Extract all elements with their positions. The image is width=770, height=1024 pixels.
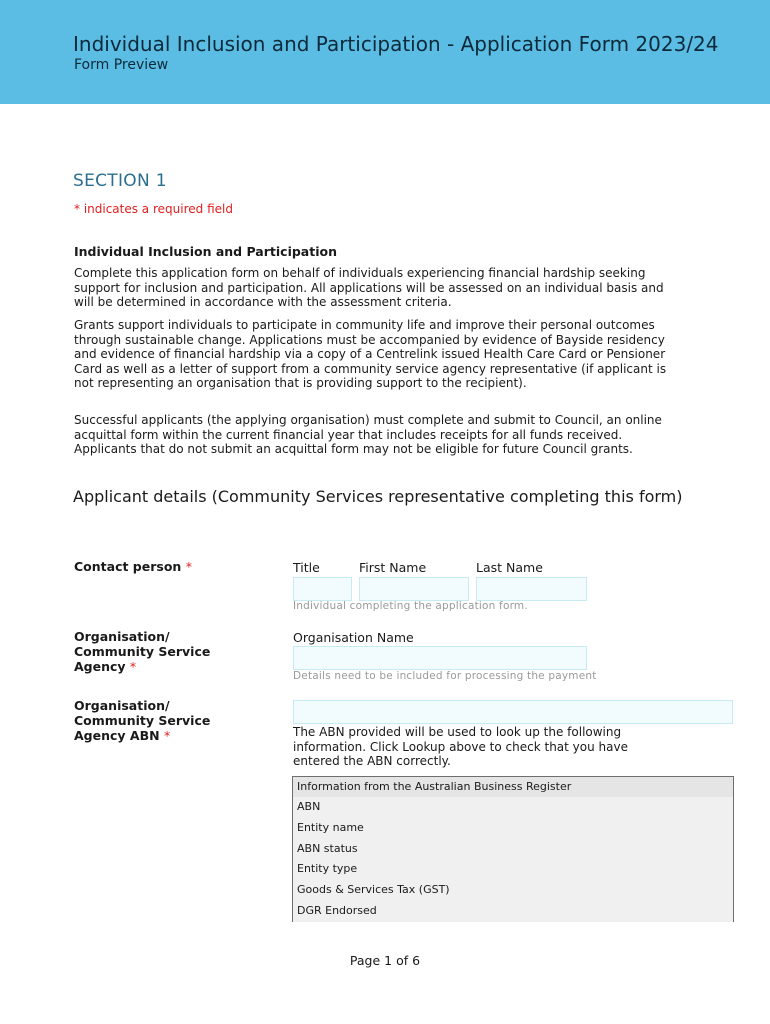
last-name-column-label: Last Name xyxy=(476,560,543,575)
page-number: Page 1 of 6 xyxy=(349,953,421,968)
required-marker: * xyxy=(163,727,171,743)
abr-row-dgr-endorsed: DGR Endorsed xyxy=(293,901,733,922)
first-name-column-label: First Name xyxy=(359,560,427,575)
abn-lookup-note: The ABN provided will be used to look up the following information. Click Lookup above to check that you have entered the ABN correctly. xyxy=(293,725,628,769)
title-column-label: Title xyxy=(293,560,320,575)
required-field-note: * indicates a required field xyxy=(74,202,233,216)
title-input[interactable] xyxy=(293,577,352,601)
required-marker: * xyxy=(185,559,192,574)
form-title: Individual Inclusion and Participation - Application Form 2023/24 xyxy=(73,32,719,56)
organisation-name-input[interactable] xyxy=(293,646,587,670)
organisation-hint: Details need to be included for processing the payment xyxy=(293,670,597,682)
last-name-input[interactable] xyxy=(476,577,587,601)
applicant-details-heading: Applicant details (Community Services representative completing this form) xyxy=(73,487,683,506)
abr-info-table xyxy=(292,776,734,922)
organisation-name-column-label: Organisation Name xyxy=(293,630,414,645)
intro-heading: Individual Inclusion and Participation xyxy=(74,244,337,259)
abn-label xyxy=(74,699,234,743)
abr-row-abn-status: ABN status xyxy=(293,839,733,860)
first-name-input[interactable] xyxy=(359,577,469,601)
organisation-label-text: Organisation/ Community Service Agency xyxy=(74,629,211,674)
abr-row-abn: ABN xyxy=(293,797,733,818)
contact-person-hint: Individual completing the application form. xyxy=(293,600,528,612)
abr-table-heading: Information from the Australian Business Register xyxy=(293,777,733,797)
required-marker: * xyxy=(129,658,137,674)
form-subtitle: Form Preview xyxy=(74,57,169,73)
organisation-label xyxy=(74,630,234,674)
abr-row-entity-type: Entity type xyxy=(293,859,733,880)
intro-paragraph-3: Successful applicants (the applying organisation) must complete and submit to Council, an online acquittal form within the current financial year that includes receipts for all funds received. Applicants that do not submit an acquittal form may not be eligible for future Council grants. xyxy=(74,413,662,457)
abn-input[interactable] xyxy=(293,700,733,724)
abn-label-text: Organisation/ Community Service Agency ABN xyxy=(74,698,211,743)
abr-row-entity-name: Entity name xyxy=(293,818,733,839)
section-title: SECTION 1 xyxy=(73,171,167,191)
contact-person-label xyxy=(74,560,234,575)
abr-row-gst: Goods & Services Tax (GST) xyxy=(293,880,733,901)
intro-paragraph-2: Grants support individuals to participate in community life and improve their personal outcomes through sustainable change. Applications must be accompanied by evidence of Bayside residency and evidence of financial hardship via a copy of a Centrelink issued Health Care Card or Pensioner Card as well as a letter of support from a community service agency representative (if applicant is not representing an organisation that is providing support to the recipient). xyxy=(74,318,667,391)
form-header xyxy=(0,0,770,104)
contact-person-label-text: Contact person xyxy=(74,559,182,574)
intro-paragraph-1: Complete this application form on behalf of individuals experiencing financial hardship seeking support for inclusion and participation. All applications will be assessed on an individual basis and will be determined in accordance with the assessment criteria. xyxy=(74,266,664,310)
